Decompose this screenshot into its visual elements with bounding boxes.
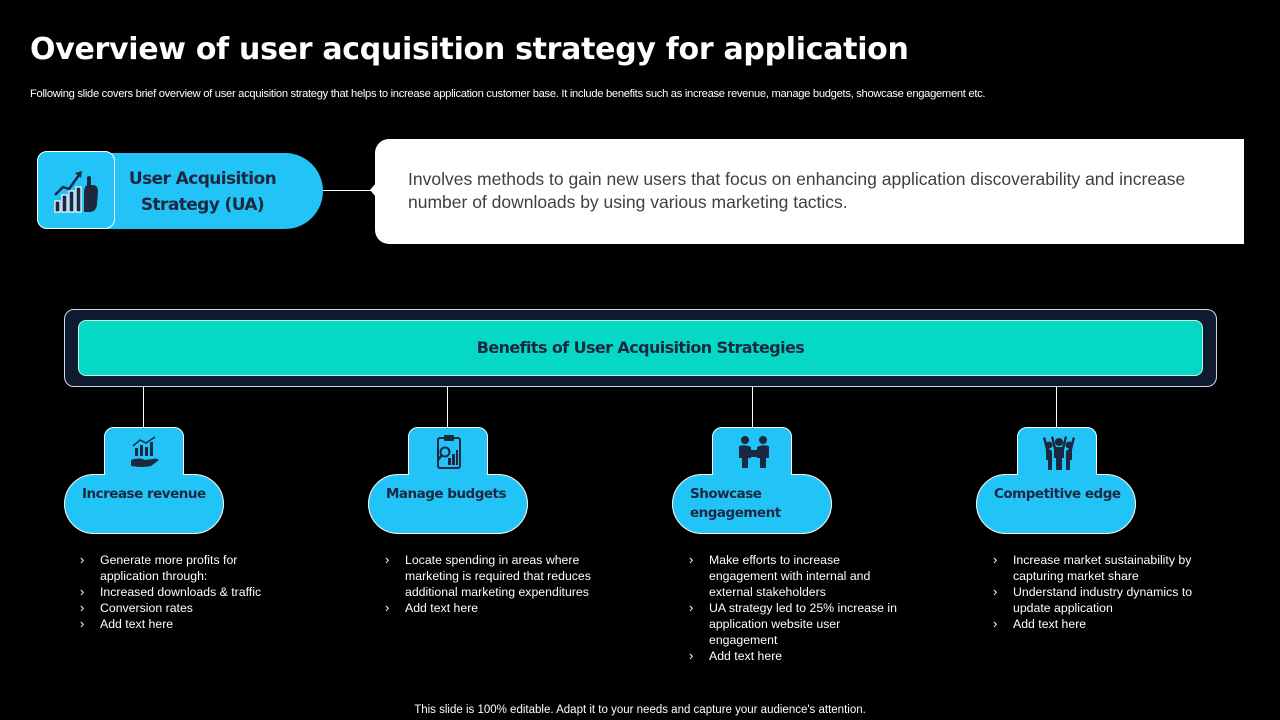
benefit-pill-join <box>1018 474 1096 477</box>
benefit-pill <box>64 474 224 534</box>
benefit-points <box>385 552 600 616</box>
benefit-point: › Increased downloads & traffic <box>80 584 285 600</box>
benefit-connector-line <box>752 387 753 428</box>
benefit-label: Competitive edge <box>994 486 1121 502</box>
benefit-points <box>80 552 285 632</box>
footer-note: This slide is 100% editable. Adapt it to your needs and capture your audience's attention. <box>414 704 866 716</box>
benefit-icon-tab <box>712 427 792 479</box>
growth-chart-hand-icon <box>51 165 101 215</box>
benefit-point: › Understand industry dynamics to update application <box>993 584 1213 616</box>
page-title: Overview of user acquisition strategy for application <box>30 32 909 67</box>
benefit-point: › Add text here <box>993 616 1213 632</box>
benefit-connector-line <box>447 387 448 428</box>
benefit-pill-join <box>713 474 791 477</box>
benefit-pill <box>368 474 528 534</box>
benefit-point: › Generate more profits for application through: <box>80 552 285 584</box>
benefit-point: › Increase market sustainability by capturing market share <box>993 552 1213 584</box>
team-cheering-icon <box>1042 434 1076 472</box>
benefit-point: › Make efforts to increase engagement with internal and external stakeholders <box>689 552 904 600</box>
benefit-label: Showcase engagement <box>690 486 781 521</box>
benefit-pill-join <box>105 474 183 477</box>
benefit-point: › Add text here <box>80 616 285 632</box>
benefit-pill-join <box>409 474 487 477</box>
ua-label: User Acquisition Strategy (UA) <box>128 169 277 215</box>
page-subtitle: Following slide covers brief overview of user acquisition strategy that helps to increase application customer base. It include benefits such as increase revenue, manage budgets, showcase engagement etc. <box>30 88 986 100</box>
people-meeting-icon <box>737 434 771 470</box>
benefit-points <box>993 552 1213 632</box>
benefit-pill <box>976 474 1136 534</box>
benefits-title: Benefits of User Acquisition Strategies <box>476 338 805 357</box>
benefit-point: › Locate spending in areas where marketing is required that reduces additional marketing expenditures <box>385 552 600 600</box>
benefit-point: › Add text here <box>689 648 904 664</box>
benefit-connector-line <box>1056 387 1057 428</box>
benefit-icon-tab <box>1017 427 1097 479</box>
benefit-connector-line <box>143 387 144 428</box>
ua-icon-box <box>37 151 115 229</box>
benefit-point: › UA strategy led to 25% increase in application website user engagement <box>689 600 904 648</box>
clipboard-analysis-icon <box>433 434 465 470</box>
benefit-points <box>689 552 904 664</box>
benefit-icon-tab <box>408 427 488 479</box>
revenue-chart-hand-icon <box>129 434 161 470</box>
ua-description: Involves methods to gain new users that focus on enhancing application discoverability and increase number of downloads by using various marketing tactics. <box>408 169 1186 212</box>
benefit-point: › Conversion rates <box>80 600 285 616</box>
benefit-point: › Add text here <box>385 600 600 616</box>
ua-connector-line <box>323 190 371 191</box>
benefit-icon-tab <box>104 427 184 479</box>
benefit-label: Increase revenue <box>82 486 206 502</box>
benefit-label: Manage budgets <box>386 486 507 502</box>
